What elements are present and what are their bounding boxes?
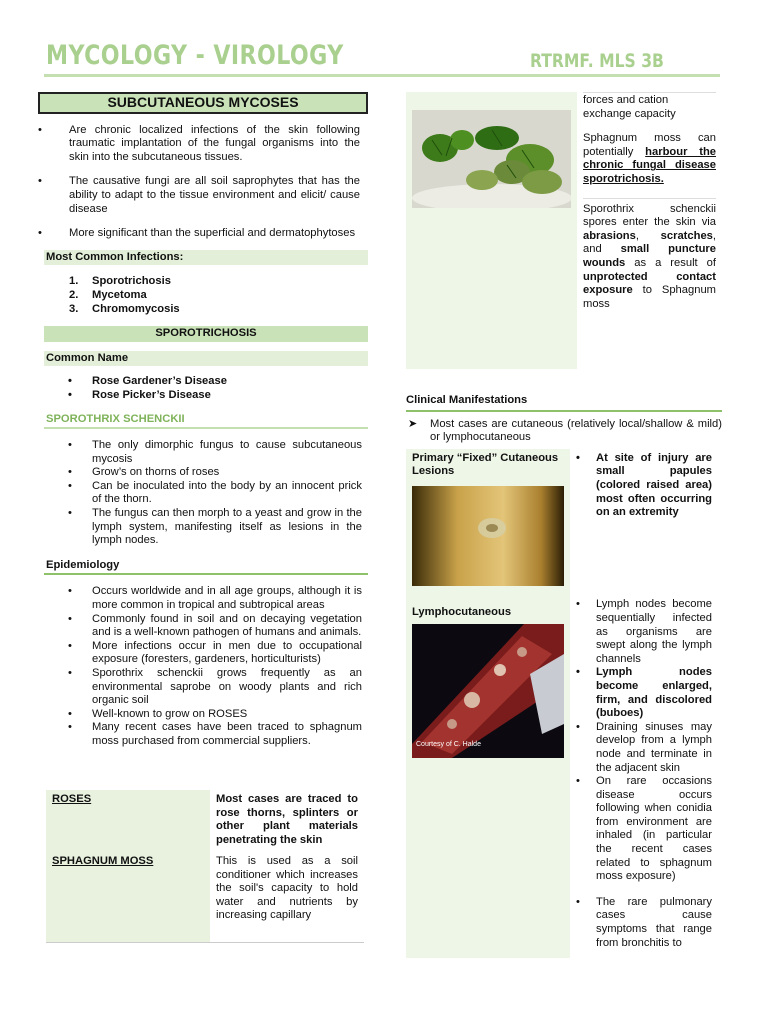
arrow-bullet-icon: ➤ [408,417,418,430]
list-item: • The fungus can then morph to a yeast and grow in the lymph system, manifesting itself as lesions in the lymph nodes. [38,507,362,548]
list-item: • Occurs worldwide and in all age groups, although it is more common in tropical and subtropical areas [38,585,362,612]
list-item: • The only dimorphic fungus to cause subcutaneous mycosis [38,439,362,466]
list-item: • Can be inoculated into the body by an innocent prick of the thorn. [38,480,362,507]
table-row [46,852,364,943]
header-divider [44,74,720,77]
lympho-label: Lymphocutaneous [412,606,512,619]
item-label: Mycetoma [92,288,147,301]
moss-section [406,92,722,369]
common-name-heading: Common Name [44,351,368,367]
table-label: SPHAGNUM MOSS [46,852,210,942]
sporotrichosis-heading: SPOROTRICHOSIS [44,326,368,342]
list-item: • Rose Gardener’s Disease [38,375,368,389]
list-item: • The rare pulmonary cases cause symptoms that range from bronchitis to [576,896,712,950]
most-common-heading: Most Common Infections: [44,250,368,266]
primary-lesion-cell [406,449,570,599]
lympho-details [570,598,716,958]
list-item: • Draining sinuses may develop from a lymph node and terminate in the adjacent skin [576,721,712,775]
moss-photo-cell [406,92,577,369]
schenckii-list [38,439,362,548]
moss-paragraph: forces and cation exchange capacity [583,92,716,121]
list-item: • On rare occasions disease occurs following when conidia from environment are inhaled (in particular the recent cases related to sphagnum moss exposure) [576,775,712,884]
item-label: Sporotrichosis [92,275,171,288]
primary-lesion-details [570,449,716,599]
list-item: • Are chronic localized infections of the skin following traumatic implantation of the fungal organisms into the skin into the subcutaneous tissues. [38,124,360,165]
table-label: ROSES [46,790,210,852]
item-number: 3. [69,302,79,315]
table-text: Most cases are traced to rose thorns, splinters or other plant materials penetrating the skin [216,793,358,846]
list-item: • Grow’s on thorns of roses [38,466,362,480]
moss-paragraph [583,132,716,186]
primary-lesion-label: Primary “Fixed” Cutaneous Lesions [412,451,559,478]
epidemiology-list [38,585,362,748]
list-item: • Lymph nodes become enlarged, firm, and discolored (buboes) [576,666,712,720]
list-item: • Well-known to grow on ROSES [38,708,362,722]
table-row [46,790,364,852]
lesion-photo [412,486,564,586]
list-item: • Commonly found in soil and on decaying vegetation and is a well-known pathogen of humans and animals. [38,613,362,640]
item-number: 1. [69,275,79,288]
list-item [38,275,368,289]
sphagnum-moss-photo [412,110,571,208]
list-item: • At site of injury are small papules (colored raised area) most often occurring on an extremity [576,452,712,520]
common-name-list [38,375,368,402]
lympho-cell [406,598,570,958]
lympho-list [576,598,712,950]
list-item [38,303,368,317]
list-item: • Lymph nodes become sequentially infected as organisms are swept along the lymph channels [576,598,712,666]
left-column [38,92,368,749]
clinical-bullet [406,418,722,445]
source-table [46,790,364,943]
intro-list [38,124,360,241]
moss-paragraph: Sporothrix schenckii spores enter the skin via abrasions, scratches, and small puncture wounds as a result of unprotected contact exposure to Sphagnum moss [583,198,716,312]
epidemiology-heading: Epidemiology [44,558,368,576]
infection-list [38,275,368,316]
lympho-row [406,598,722,958]
document-subtitle: RTRMF. MLS 3B [530,50,664,72]
list-item: • More significant than the superficial and dermatophytoses [38,227,360,241]
clinical-heading: Clinical Manifestations [406,394,722,412]
list-item: • The causative fungi are all soil saprophytes that has the ability to adapt to the tissue environment and elicit/ cause disease [38,175,360,216]
moss-para-2: Sphagnum moss can potentially harbour the chronic fungal disease sporotrichosis. [583,132,716,185]
list-item: • Sporothrix schenckii grows frequently as an environmental saprobe on woody plants and rich organic soil [38,667,362,708]
item-number: 2. [69,288,79,301]
item-label: Chromomycosis [92,302,180,315]
section-title-box: SUBCUTANEOUS MYCOSES [38,92,368,114]
table-text: This is used as a soil conditioner which increases the soil's capacity to hold water and nutrients by increasing capillary [216,855,358,922]
primary-lesion-list [576,452,712,520]
list-item [38,289,368,303]
list-item: • Many recent cases have been traced to sphagnum moss purchased from commercial suppliers. [38,721,362,748]
list-item: • Rose Picker’s Disease [38,389,368,403]
primary-lesion-row [406,449,722,599]
document-title: MYCOLOGY - VIROLOGY [46,40,344,71]
list-item: • More infections occur in men due to occupational exposure (foresters, gardeners, horticulturists) [38,640,362,667]
moss-text-cell [577,92,716,369]
right-column [406,92,722,958]
clinical-text: Most cases are cutaneous (relatively local/shallow & mild) or lymphocutaneous [430,417,722,444]
arm-lesion-photo [412,624,564,758]
schenckii-heading: SPOROTHRIX SCHENCKII [44,412,368,430]
photo-credit: Courtesy of C. Halde [416,741,481,749]
